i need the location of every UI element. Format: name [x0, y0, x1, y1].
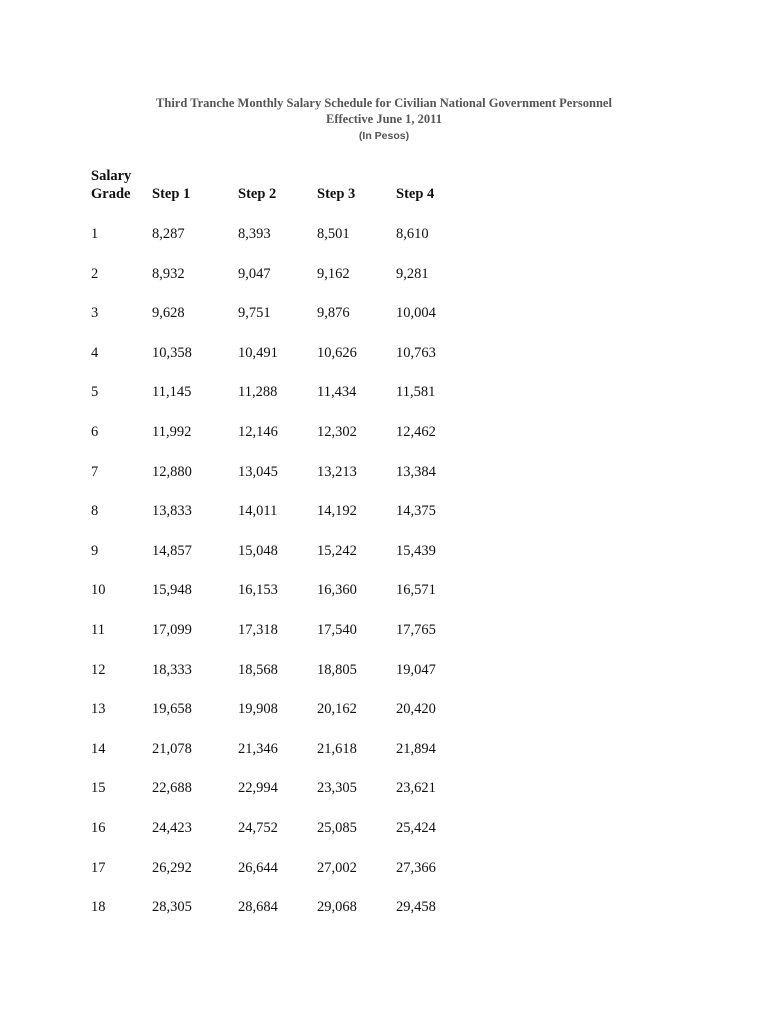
salary-grade-cell: 14 — [91, 741, 106, 757]
step1-cell: 8,287 — [152, 226, 185, 242]
step4-cell: 27,366 — [396, 860, 436, 876]
step4-cell: 14,375 — [396, 503, 436, 519]
step3-cell: 16,360 — [317, 582, 357, 598]
step4-cell: 8,610 — [396, 226, 429, 242]
document-title: Third Tranche Monthly Salary Schedule for Civilian National Government Personnel — [156, 96, 612, 110]
step2-cell: 12,146 — [238, 424, 278, 440]
step2-cell: 26,644 — [238, 860, 278, 876]
salary-grade-cell: 2 — [91, 266, 99, 282]
step2-cell: 18,568 — [238, 662, 278, 678]
column-header-step1: Step 1 — [152, 186, 191, 202]
step3-cell: 8,501 — [317, 226, 350, 242]
step2-cell: 10,491 — [238, 345, 278, 361]
column-header-step4: Step 4 — [396, 186, 435, 202]
step1-cell: 11,992 — [152, 424, 192, 440]
step3-cell: 9,162 — [317, 266, 350, 282]
step2-cell: 8,393 — [238, 226, 271, 242]
step4-cell: 29,458 — [396, 899, 436, 915]
step2-cell: 22,994 — [238, 780, 278, 796]
step1-cell: 21,078 — [152, 741, 192, 757]
step3-cell: 17,540 — [317, 622, 357, 638]
salary-grade-cell: 9 — [91, 543, 99, 559]
step4-cell: 15,439 — [396, 543, 436, 559]
column-header-step3: Step 3 — [317, 186, 356, 202]
step2-cell: 17,318 — [238, 622, 278, 638]
step2-cell: 9,047 — [238, 266, 271, 282]
step4-cell: 25,424 — [396, 820, 436, 836]
step3-cell: 18,805 — [317, 662, 357, 678]
step4-cell: 13,384 — [396, 464, 436, 480]
step3-cell: 11,434 — [317, 384, 357, 400]
step3-cell: 9,876 — [317, 305, 350, 321]
step3-cell: 14,192 — [317, 503, 357, 519]
step2-cell: 11,288 — [238, 384, 278, 400]
salary-grade-cell: 17 — [91, 860, 106, 876]
salary-grade-cell: 5 — [91, 384, 99, 400]
step1-cell: 17,099 — [152, 622, 192, 638]
step4-cell: 12,462 — [396, 424, 436, 440]
step4-cell: 23,621 — [396, 780, 436, 796]
step3-cell: 25,085 — [317, 820, 357, 836]
step2-cell: 15,048 — [238, 543, 278, 559]
salary-grade-cell: 4 — [91, 345, 99, 361]
salary-grade-cell: 16 — [91, 820, 106, 836]
step1-cell: 13,833 — [152, 503, 192, 519]
step1-cell: 22,688 — [152, 780, 192, 796]
step3-cell: 13,213 — [317, 464, 357, 480]
salary-grade-cell: 13 — [91, 701, 106, 717]
step2-cell: 21,346 — [238, 741, 278, 757]
step4-cell: 11,581 — [396, 384, 436, 400]
step4-cell: 10,763 — [396, 345, 436, 361]
step1-cell: 11,145 — [152, 384, 192, 400]
salary-grade-cell: 15 — [91, 780, 106, 796]
salary-grade-cell: 3 — [91, 305, 99, 321]
step4-cell: 16,571 — [396, 582, 436, 598]
step1-cell: 14,857 — [152, 543, 192, 559]
step1-cell: 18,333 — [152, 662, 192, 678]
step1-cell: 9,628 — [152, 305, 185, 321]
step1-cell: 26,292 — [152, 860, 192, 876]
step4-cell: 20,420 — [396, 701, 436, 717]
column-header-step2: Step 2 — [238, 186, 277, 202]
salary-grade-cell: 8 — [91, 503, 99, 519]
step1-cell: 10,358 — [152, 345, 192, 361]
salary-grade-cell: 12 — [91, 662, 106, 678]
step3-cell: 20,162 — [317, 701, 357, 717]
document-header — [0, 95, 768, 145]
column-header-grade-line2: Grade — [91, 186, 131, 202]
step4-cell: 17,765 — [396, 622, 436, 638]
step2-cell: 13,045 — [238, 464, 278, 480]
column-header-grade — [91, 167, 131, 203]
currency-unit: (In Pesos) — [358, 130, 410, 142]
step1-cell: 8,932 — [152, 266, 185, 282]
effective-date: Effective June 1, 2011 — [326, 112, 442, 126]
step2-cell: 9,751 — [238, 305, 271, 321]
step3-cell: 15,242 — [317, 543, 357, 559]
salary-grade-cell: 7 — [91, 464, 99, 480]
step4-cell: 10,004 — [396, 305, 436, 321]
step2-cell: 19,908 — [238, 701, 278, 717]
salary-grade-cell: 10 — [91, 582, 106, 598]
step4-cell: 9,281 — [396, 266, 429, 282]
salary-grade-cell: 6 — [91, 424, 99, 440]
step3-cell: 10,626 — [317, 345, 357, 361]
salary-grade-cell: 1 — [91, 226, 99, 242]
column-header-grade-line1: Salary — [91, 168, 132, 184]
step2-cell: 24,752 — [238, 820, 278, 836]
step3-cell: 29,068 — [317, 899, 357, 915]
step2-cell: 16,153 — [238, 582, 278, 598]
step1-cell: 24,423 — [152, 820, 192, 836]
step1-cell: 19,658 — [152, 701, 192, 717]
step2-cell: 28,684 — [238, 899, 278, 915]
step3-cell: 23,305 — [317, 780, 357, 796]
salary-grade-cell: 18 — [91, 899, 106, 915]
step4-cell: 19,047 — [396, 662, 436, 678]
step3-cell: 21,618 — [317, 741, 357, 757]
salary-grade-cell: 11 — [91, 622, 105, 638]
step2-cell: 14,011 — [238, 503, 278, 519]
step3-cell: 27,002 — [317, 860, 357, 876]
step1-cell: 15,948 — [152, 582, 192, 598]
step3-cell: 12,302 — [317, 424, 357, 440]
step1-cell: 28,305 — [152, 899, 192, 915]
step4-cell: 21,894 — [396, 741, 436, 757]
step1-cell: 12,880 — [152, 464, 192, 480]
